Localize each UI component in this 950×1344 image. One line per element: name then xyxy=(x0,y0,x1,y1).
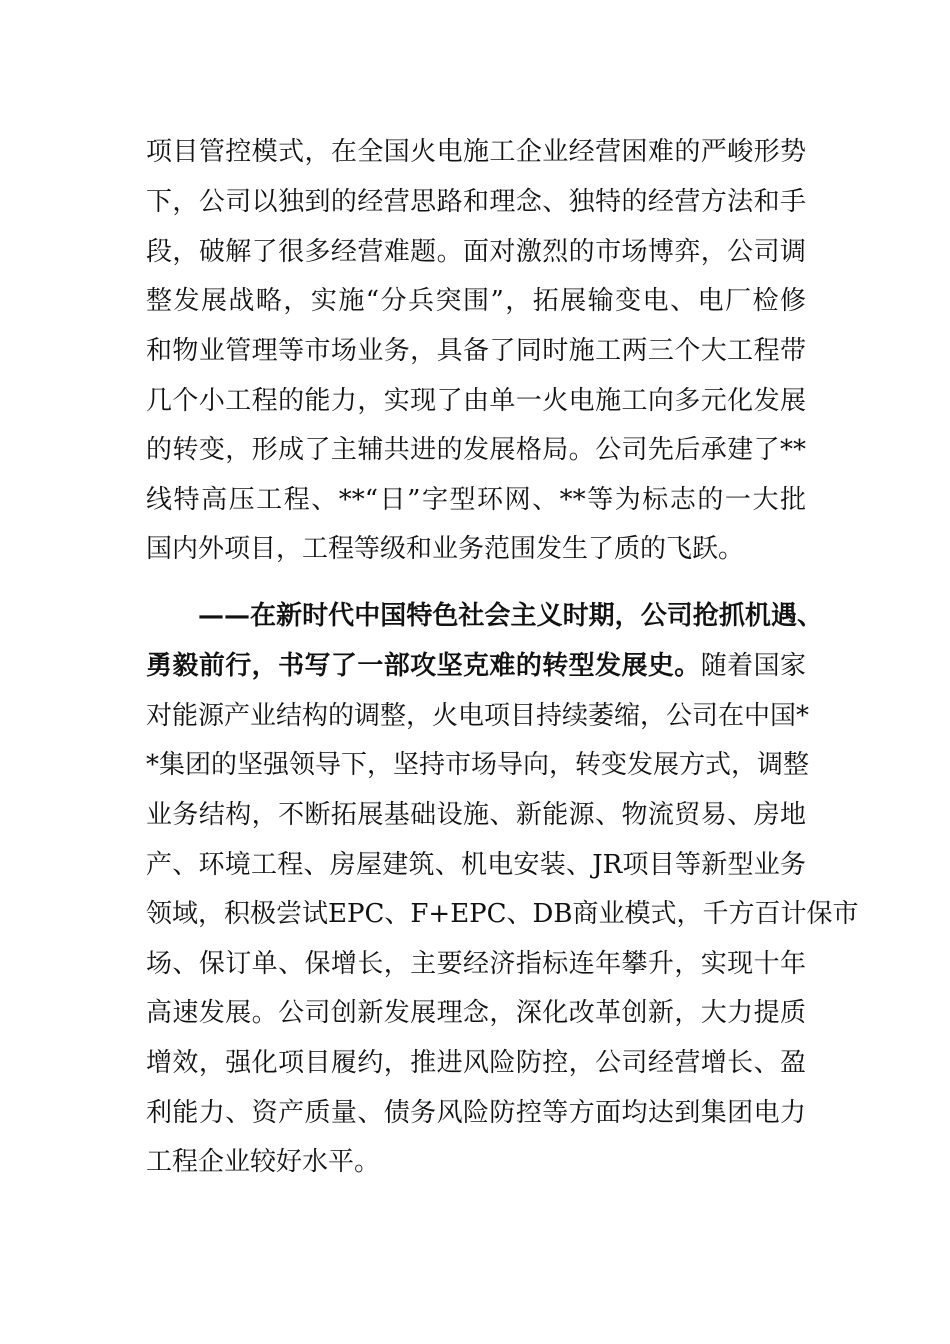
text-line: 线特高压工程、**“日”字型环网、**等为标志的一大批 xyxy=(146,485,806,515)
text-line: 业务结构，不断拓展基础设施、新能源、物流贸易、房地 xyxy=(146,800,806,830)
bold-heading-line: ——在新时代中国特色社会主义时期，公司抢抓机遇、 xyxy=(198,601,823,631)
text-line: 段，破解了很多经营难题。面对激烈的市场博弈，公司调 xyxy=(146,237,806,267)
text-line: 几个小工程的能力，实现了由单一火电施工向多元化发展 xyxy=(146,386,806,416)
text-line: 场、保订单、保增长，主要经济指标连年攀升，实现十年 xyxy=(146,949,806,979)
text-line: 利能力、资产质量、债务风险防控等方面均达到集团电力 xyxy=(146,1098,806,1128)
text-line: 增效，强化项目履约，推进风险防控，公司经营增长、盈 xyxy=(146,1048,806,1078)
bold-heading-text: 勇毅前行，书写了一部攻坚克难的转型发展史。 xyxy=(146,651,701,681)
text-span: 随着国家 xyxy=(700,651,806,681)
text-line: 领域，积极尝试EPC、F+EPC、DB商业模式，千方百计保市 xyxy=(146,899,859,929)
text-line: 和物业管理等市场业务，具备了同时施工两三个大工程带 xyxy=(146,336,806,366)
mixed-line xyxy=(146,641,806,691)
text-line: 高速发展。公司创新发展理念，深化改革创新，大力提质 xyxy=(146,998,806,1028)
text-line: *集团的坚强领导下，坚持市场导向，转变发展方式，调整 xyxy=(146,750,810,780)
text-line: 对能源产业结构的调整，火电项目持续萎缩，公司在中国* xyxy=(146,701,810,731)
text-line: 国内外项目，工程等级和业务范围发生了质的飞跃。 xyxy=(146,534,745,564)
text-line: 的转变，形成了主辅共进的发展格局。公司先后承建了** xyxy=(146,435,806,465)
text-line: 工程企业较好水平。 xyxy=(146,1147,381,1177)
text-line: 下，公司以独到的经营思路和理念、独特的经营方法和手 xyxy=(146,187,806,217)
text-line: 项目管控模式，在全国火电施工企业经营困难的严峻形势 xyxy=(146,137,806,167)
text-line: 产、环境工程、房屋建筑、机电安装、JR项目等新型业务 xyxy=(146,850,806,880)
text-line: 整发展战略，实施“分兵突围”，拓展输变电、电厂检修 xyxy=(146,286,806,316)
